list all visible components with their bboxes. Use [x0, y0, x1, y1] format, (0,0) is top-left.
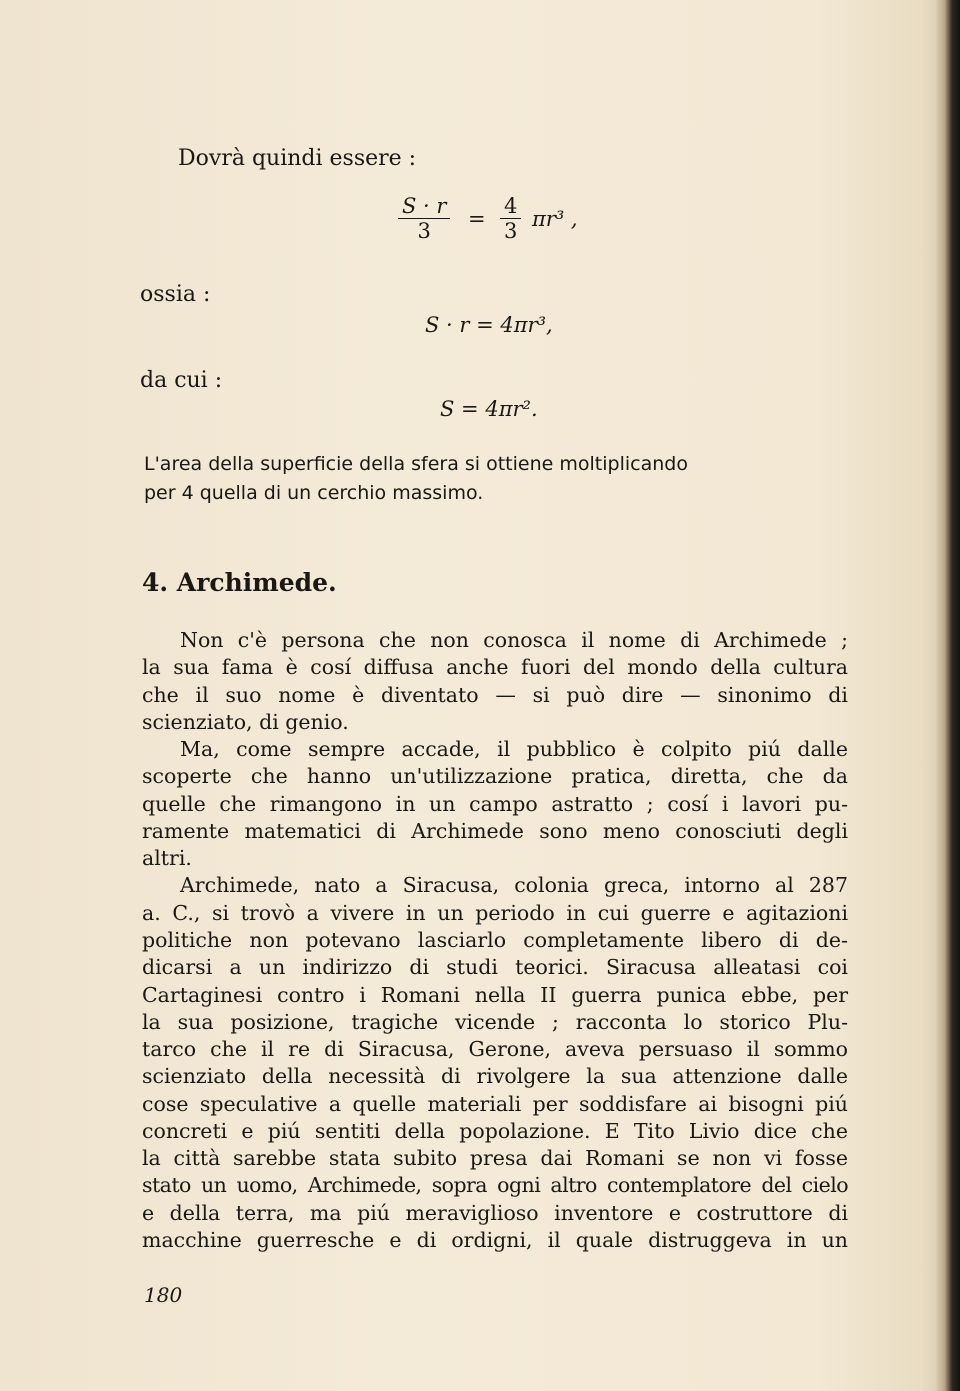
- paragraph-3-line-10: concreti e piú sentiti della popolazione. E Tito Livio dice che: [142, 1119, 848, 1143]
- paragraph-2-line-1: Ma, come sempre accade, il pubblico è colpito piú dalle: [180, 737, 848, 761]
- paragraph-1-line-1: Non c'è persona che non conosca il nome di Archimede ;: [180, 628, 848, 652]
- paragraph-1-line-4: scienziato, di genio.: [142, 710, 349, 734]
- fraction-rhs: [500, 194, 521, 243]
- page-number: 180: [144, 1283, 183, 1307]
- fraction-rhs-denominator: 3: [504, 219, 518, 243]
- statement-line-2: per 4 quella di un cerchio massimo.: [144, 482, 484, 504]
- paragraph-2-line-5: altri.: [142, 846, 192, 870]
- paragraph-3-line-6: la sua posizione, tragiche vicende ; racconta lo storico Plu-: [142, 1010, 848, 1034]
- fraction-rhs-numerator: 4: [500, 194, 521, 219]
- paragraph-2-line-3: quelle che rimangono in un campo astratto ; cosí i lavori pu-: [142, 792, 848, 816]
- paragraph-2-line-2: scoperte che hanno un'utilizzazione pratica, diretta, che da: [142, 764, 848, 788]
- paragraph-3-line-2: a. C., si trovò a vivere in un periodo in cui guerre e agitazioni: [142, 901, 848, 925]
- paragraph-1-line-3: che il suo nome è diventato — si può dire — sinonimo di: [142, 683, 848, 707]
- paragraph-3-line-12: stato un uomo, Archimede, sopra ogni altro contemplatore del cielo: [142, 1173, 848, 1197]
- paragraph-3-line-5: Cartaginesi contro i Romani nella II guerra punica ebbe, per: [142, 983, 848, 1007]
- paragraph-3-line-8: scienziato della necessità di rivolgere la sua attenzione dalle: [142, 1064, 848, 1088]
- paragraph-3-line-14: macchine guerresche e di ordigni, il quale distruggeva in un: [142, 1228, 848, 1252]
- ossia-label: ossia :: [140, 282, 211, 307]
- paragraph-3-line-4: dicarsi a un indirizzo di studi teorici. Siracusa alleatasi coi: [142, 955, 848, 979]
- fraction-rhs-tail: πr³ ,: [532, 207, 578, 231]
- paragraph-3-line-13: e della terra, ma piú meraviglioso inventore e costruttore di: [142, 1201, 848, 1225]
- paragraph-3-line-7: tarco che il re di Siracusa, Gerone, aveva persuaso il sommo: [142, 1037, 848, 1061]
- paragraph-2-line-4: ramente matematici di Archimede sono meno conosciuti degli: [142, 819, 848, 843]
- equation-3: S = 4πr².: [440, 397, 538, 421]
- fraction-lhs-numerator: S · r: [398, 194, 450, 219]
- equals-sign: =: [468, 207, 486, 231]
- intro-text: Dovrà quindi essere :: [178, 146, 417, 171]
- equation-2: S · r = 4πr³,: [425, 313, 553, 337]
- fraction-lhs-denominator: 3: [417, 219, 431, 243]
- paragraph-1-line-2: la sua fama è cosí diffusa anche fuori del mondo della cultura: [142, 655, 848, 679]
- statement-line-1: L'area della superficie della sfera si ottiene moltiplicando: [144, 453, 688, 475]
- section-heading: 4. Archimede.: [142, 568, 337, 597]
- paragraph-3-line-9: cose speculative a quelle materiali per soddisfare ai bisogni piú: [142, 1092, 848, 1116]
- paragraph-3-line-3: politiche non potevano lasciarlo completamente libero di de-: [142, 928, 848, 952]
- paragraph-3-line-1: Archimede, nato a Siracusa, colonia greca, intorno al 287: [180, 873, 848, 897]
- paragraph-3-line-11: la città sarebbe stata subito presa dai Romani se non vi fosse: [142, 1146, 848, 1170]
- da-cui-label: da cui :: [140, 368, 223, 393]
- fraction-lhs: [398, 194, 450, 243]
- page-edge-shadow: [934, 0, 960, 1391]
